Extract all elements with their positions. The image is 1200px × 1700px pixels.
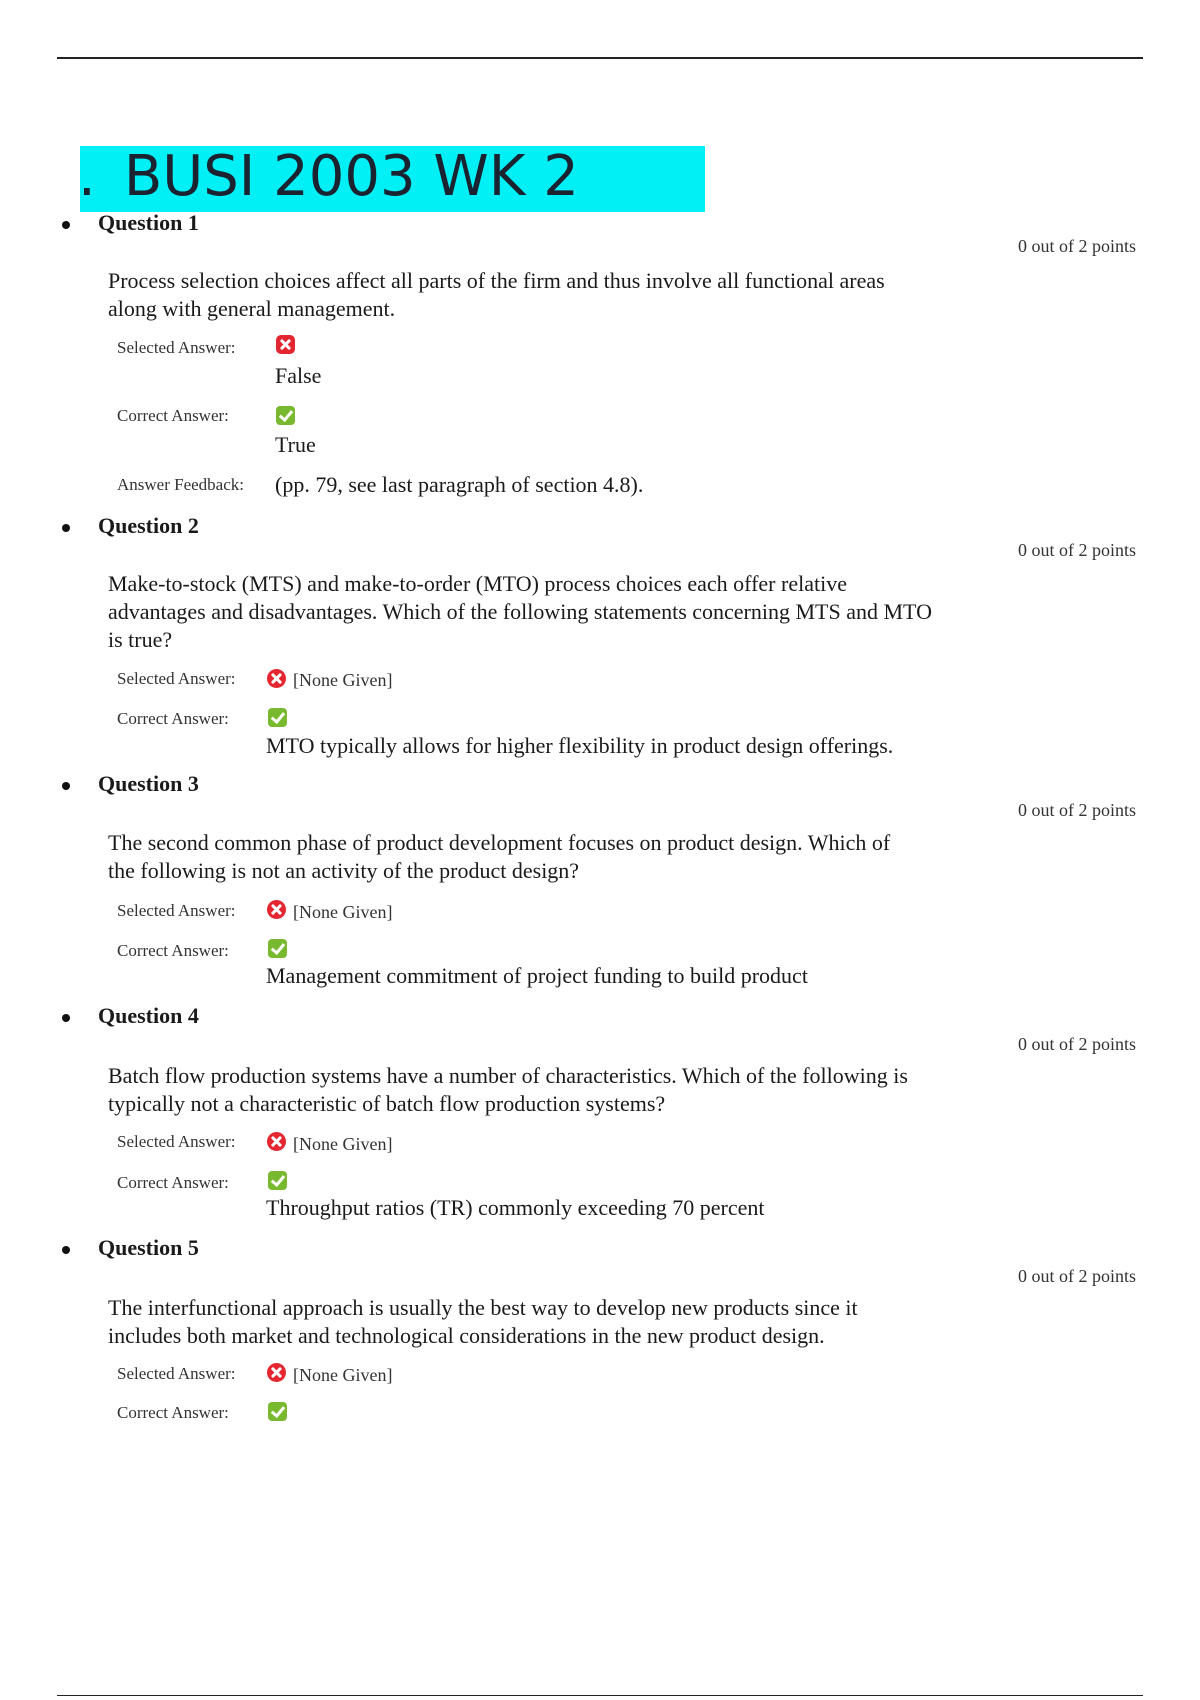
selected-answer: [None Given] — [293, 1134, 393, 1154]
bullet — [62, 524, 70, 532]
question-points: 0 out of 2 points — [1017, 800, 1136, 820]
selected-answer-label: Selected Answer: — [117, 669, 236, 688]
selected-answer: [None Given] — [293, 670, 393, 690]
correct-answer-label: Correct Answer: — [117, 1403, 229, 1422]
question-text-line: The interfunctional approach is usually the best way to develop new products since it — [108, 1295, 858, 1320]
question-title: Question 5 — [98, 1235, 199, 1260]
bullet — [62, 1014, 70, 1022]
correct-icon — [268, 939, 287, 958]
incorrect-icon — [267, 1363, 286, 1382]
incorrect-icon — [267, 900, 286, 919]
question-title: Question 3 — [98, 771, 199, 796]
question-text-line: Process selection choices affect all parts of the firm and thus involve all functional areas — [108, 268, 885, 293]
bullet — [62, 782, 70, 790]
selected-answer-label: Selected Answer: — [117, 1132, 236, 1151]
correct-answer-label: Correct Answer: — [117, 406, 229, 425]
question-title: Question 2 — [98, 513, 199, 538]
question-text-line: includes both market and technological considerations in the new product design. — [108, 1323, 825, 1348]
top-rule — [57, 57, 1143, 59]
question-text — [108, 829, 1028, 885]
selected-answer: [None Given] — [293, 1365, 393, 1385]
correct-answer-label: Correct Answer: — [117, 941, 229, 960]
question-text-line: Batch flow production systems have a number of characteristics. Which of the following is — [108, 1063, 908, 1088]
incorrect-icon — [276, 335, 295, 354]
selected-answer-label: Selected Answer: — [117, 1364, 236, 1383]
title-prefix: . — [78, 144, 96, 209]
correct-answer: Management commitment of project funding to build product — [266, 963, 808, 988]
bottom-rule — [57, 1695, 1143, 1696]
bullet — [62, 221, 70, 229]
correct-icon — [268, 1171, 287, 1190]
correct-answer: MTO typically allows for higher flexibility in product design offerings. — [266, 733, 894, 758]
document-title — [78, 142, 579, 212]
correct-answer: Throughput ratios (TR) commonly exceeding 70 percent — [266, 1195, 765, 1220]
question-text — [108, 570, 1028, 654]
question-points: 0 out of 2 points — [1017, 1266, 1136, 1286]
correct-answer: True — [275, 432, 316, 457]
correct-answer-label: Correct Answer: — [117, 1173, 229, 1192]
incorrect-icon — [267, 1132, 286, 1151]
question-points: 0 out of 2 points — [1017, 236, 1136, 256]
question-points: 0 out of 2 points — [1017, 540, 1136, 560]
question-text-line: The second common phase of product development focuses on product design. Which of — [108, 830, 891, 855]
selected-answer-label: Selected Answer: — [117, 901, 236, 920]
question-text-line: advantages and disadvantages. Which of the following statements concerning MTS and MTO — [108, 599, 932, 624]
bullet — [62, 1246, 70, 1254]
question-points: 0 out of 2 points — [1017, 1034, 1136, 1054]
selected-answer: False — [275, 363, 322, 388]
correct-icon — [268, 708, 287, 727]
selected-answer-label: Selected Answer: — [117, 338, 236, 357]
question-text-line: Make-to-stock (MTS) and make-to-order (MTO) process choices each offer relative — [108, 571, 847, 596]
correct-icon — [268, 1402, 287, 1421]
correct-answer-label: Correct Answer: — [117, 709, 229, 728]
correct-icon — [276, 406, 295, 425]
question-text — [108, 1062, 1028, 1118]
question-text-line: along with general management. — [108, 296, 396, 321]
answer-feedback-label: Answer Feedback: — [117, 475, 244, 494]
question-text-line: the following is not an activity of the product design? — [108, 858, 580, 883]
question-title: Question 1 — [98, 210, 199, 235]
question-text — [108, 1294, 1028, 1350]
question-text — [108, 267, 1028, 323]
question-title: Question 4 — [98, 1003, 199, 1028]
title-text: BUSI 2003 WK 2 — [123, 144, 579, 209]
answer-feedback: (pp. 79, see last paragraph of section 4.8). — [275, 472, 644, 497]
selected-answer: [None Given] — [293, 902, 393, 922]
question-text-line: is true? — [108, 627, 173, 652]
incorrect-icon — [267, 669, 286, 688]
question-text-line: typically not a characteristic of batch flow production systems? — [108, 1091, 666, 1116]
